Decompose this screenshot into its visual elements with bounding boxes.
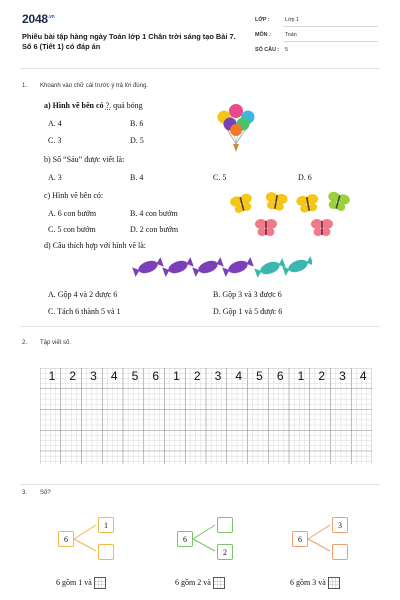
header-divider <box>20 68 380 69</box>
meta-count-label: SỐ CÂU : <box>255 47 280 53</box>
sample-digit: 4 <box>359 369 367 383</box>
sample-digit: 5 <box>256 369 263 383</box>
sample-digit: 5 <box>131 369 139 383</box>
bond-whole-box: 6 <box>292 531 308 547</box>
q1b-option-d[interactable]: D. 6 <box>298 173 312 182</box>
candies-image <box>130 254 312 280</box>
butterfly-icon <box>229 192 255 214</box>
q1a-option-d[interactable]: D. 5 <box>130 136 144 145</box>
butterfly-icon <box>296 193 321 214</box>
candy-icon <box>192 257 224 278</box>
sample-digit: 2 <box>69 369 77 383</box>
candy-icon <box>222 257 254 278</box>
butterfly-icon <box>255 219 277 236</box>
q1b-question: b) Số “Sáu” được viết là: <box>44 155 125 164</box>
sample-digit: 1 <box>48 369 56 383</box>
digit-row <box>40 368 372 384</box>
q1a-option-b[interactable]: B. 6 <box>130 119 144 128</box>
q1a-option-a[interactable]: A. 4 <box>48 119 62 128</box>
meta-class-value: Lớp 1 <box>285 17 300 23</box>
q1d-option-b[interactable]: B. Gộp 3 và 3 được 6 <box>213 290 282 299</box>
q1a-option-c[interactable]: C. 3 <box>48 136 62 145</box>
sample-digit: 4 <box>235 369 243 383</box>
q1c-option-b[interactable]: B. 4 con bướm <box>130 209 178 218</box>
bond-caption <box>56 577 106 589</box>
butterfly-icon <box>325 190 351 212</box>
q1d-option-c[interactable]: C. Tách 6 thành 5 và 1 <box>48 307 121 316</box>
bond-caption <box>175 577 225 589</box>
number-bond <box>290 505 390 600</box>
sample-digit: 3 <box>90 369 97 383</box>
q2-prompt: Tập viết số. <box>40 340 72 346</box>
q1c-option-d[interactable]: D. 2 con bướm <box>130 225 179 234</box>
section-divider <box>20 484 380 485</box>
q1c-option-a[interactable]: A. 6 con bướm <box>48 209 97 218</box>
q1-prompt: Khoanh vào chữ cái trước ý trả lời đúng. <box>40 83 148 89</box>
bond-caption-text: 6 gồm 1 và <box>56 577 92 587</box>
bond-whole-box: 6 <box>58 531 74 547</box>
candy-icon <box>282 256 312 277</box>
answer-box[interactable] <box>94 577 106 589</box>
number-bond-diagrams <box>0 505 400 600</box>
butterflies-image <box>228 190 354 240</box>
site-logo[interactable]: $2048^{.vn}$ <box>22 12 55 26</box>
bond-part2-box[interactable] <box>332 544 348 560</box>
sample-digit: 1 <box>173 369 180 383</box>
candy-icon <box>162 257 194 278</box>
sample-digit: 6 <box>276 369 284 383</box>
answer-box[interactable] <box>328 577 340 589</box>
butterfly-icon <box>311 219 333 236</box>
q3-number: 3. <box>22 490 28 496</box>
worksheet-title: Phiếu bài tập hàng ngày Toán lớp 1 Chân trời sáng tạo Bài 7. Số 6 (Tiết 1) có đáp án <box>22 32 236 51</box>
meta-divider <box>283 26 378 27</box>
candy-icon <box>132 257 164 278</box>
q1a-question: a) Hình vẽ bên có ?. quả bóng <box>44 101 143 110</box>
butterfly-icon <box>264 191 289 212</box>
sample-digit: 6 <box>152 369 160 383</box>
q2-number: 2. <box>22 340 28 346</box>
bond-caption-text: 6 gồm 2 và <box>175 577 211 587</box>
q3-prompt: Số? <box>40 490 51 496</box>
meta-class-label: LỚP : <box>255 17 270 23</box>
sample-digit: 1 <box>297 369 305 383</box>
meta-count-value: 5 <box>285 47 288 53</box>
section-divider <box>20 326 380 327</box>
bond-part1-box[interactable] <box>217 517 233 533</box>
sample-digit: 2 <box>318 369 326 383</box>
bond-part2-box[interactable] <box>98 544 114 560</box>
bond-part1-box: 3 <box>332 517 348 533</box>
bond-caption-text: 6 gồm 3 và <box>290 577 326 587</box>
sample-digit: 4 <box>110 369 118 383</box>
q1-number: 1. <box>22 83 28 89</box>
sample-digit: 3 <box>214 369 222 383</box>
meta-divider <box>283 41 378 42</box>
q1b-option-b[interactable]: B. 4 <box>130 173 144 182</box>
balloons-image <box>214 100 260 160</box>
q1d-option-a[interactable]: A. Gộp 4 và 2 được 6 <box>48 290 118 299</box>
bond-part2-box: 2 <box>217 544 233 560</box>
sample-digit: 2 <box>193 369 201 383</box>
bond-caption <box>290 577 340 589</box>
bond-whole-box: 6 <box>177 531 193 547</box>
meta-subject-label: MÔN : <box>255 32 271 38</box>
q1d-question: d) Câu thích hợp với hình vẽ là: <box>44 241 146 250</box>
bond-part1-box: 1 <box>98 517 114 533</box>
number-bond <box>56 505 156 600</box>
meta-subject-value: Toán <box>285 32 297 38</box>
q1c-option-c[interactable]: C. 5 con bướm <box>48 225 96 234</box>
q1c-question: c) Hình vẽ bên có: <box>44 191 104 200</box>
candy-icon <box>254 258 286 279</box>
q1b-option-a[interactable]: A. 3 <box>48 173 62 182</box>
sample-digit: 3 <box>339 369 346 383</box>
number-bond <box>175 505 275 600</box>
answer-box[interactable] <box>213 577 225 589</box>
q1b-option-c[interactable]: C. 5 <box>213 173 227 182</box>
q1d-option-d[interactable]: D. Gộp 1 và 5 được 6 <box>213 307 283 316</box>
